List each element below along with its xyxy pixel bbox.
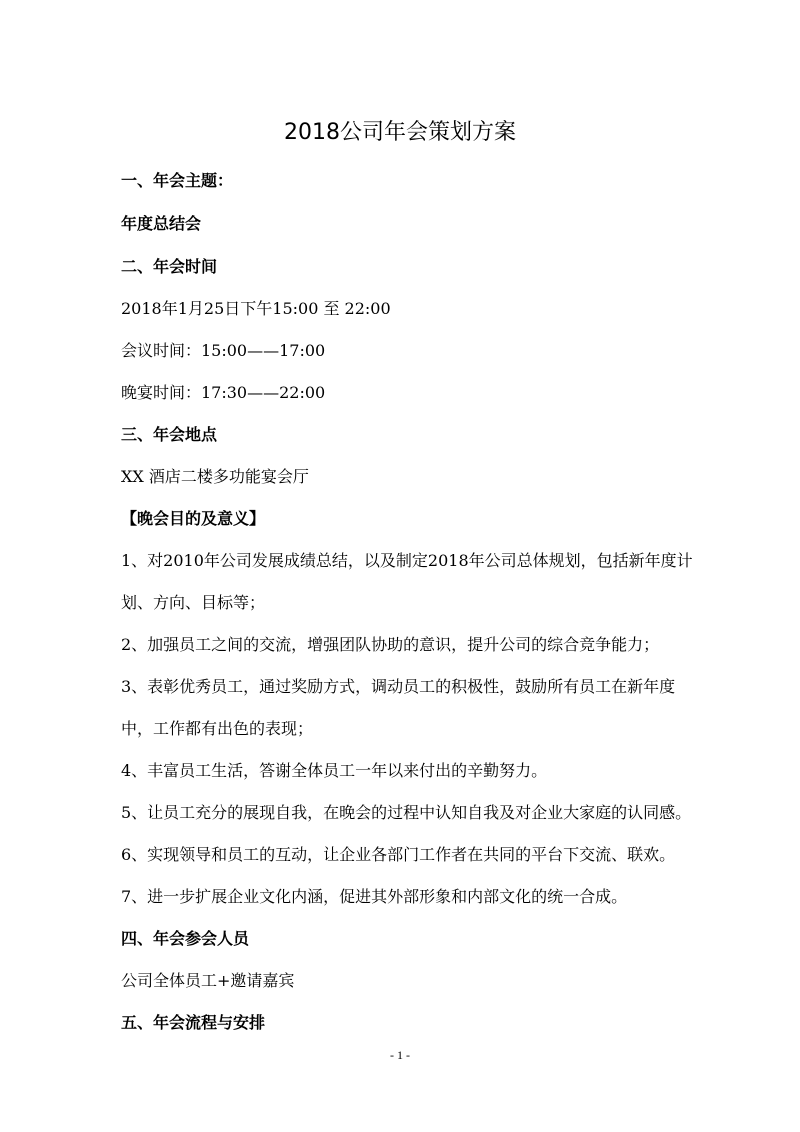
section-heading-theme: 一、年会主题： (121, 171, 234, 190)
section-heading-purpose: 【晚会目的及意义】 (121, 509, 266, 528)
purpose-item: 划、方向、目标等； (121, 593, 266, 612)
time-range-text: 2018年1月25日下午15:00 至 22:00 (121, 299, 391, 318)
purpose-item: 3、表彰优秀员工，通过奖励方式，调动员工的积极性，鼓励所有员工在新年度 (121, 677, 676, 696)
banquet-time-text: 晚宴时间：17:30——22:00 (121, 383, 326, 402)
purpose-item: 5、让员工充分的展现自我，在晚会的过程中认知自我及对企业大家庭的认同感。 (121, 803, 692, 822)
purpose-item: 2、加强员工之间的交流，增强团队协助的意识，提升公司的综合竞争能力； (121, 635, 660, 654)
section-heading-attendees: 四、年会参会人员 (121, 929, 250, 948)
purpose-item: 中，工作都有出色的表现； (121, 719, 314, 738)
purpose-item: 7、进一步扩展企业文化内涵，促进其外部形象和内部文化的统一合成。 (121, 887, 628, 906)
purpose-item: 6、实现领导和员工的互动，让企业各部门工作者在共同的平台下交流、联欢。 (121, 845, 676, 864)
section-heading-schedule: 五、年会流程与安排 (121, 1013, 266, 1032)
section-heading-location: 三、年会地点 (121, 425, 218, 444)
page-number: - 1 - (390, 1048, 410, 1062)
section-heading-time: 二、年会时间 (121, 257, 218, 276)
document-title: 2018公司年会策划方案 (284, 120, 516, 145)
purpose-item: 1、对2010年公司发展成绩总结，以及制定2018年公司总体规划，包括新年度计 (121, 551, 693, 570)
attendees-text: 公司全体员工+邀请嘉宾 (121, 971, 295, 990)
purpose-item: 4、丰富员工生活，答谢全体员工一年以来付出的辛勤努力。 (121, 761, 548, 780)
meeting-time-text: 会议时间：15:00——17:00 (121, 341, 326, 360)
theme-text: 年度总结会 (121, 214, 202, 233)
location-text: XX 酒店二楼多功能宴会厅 (121, 467, 309, 486)
